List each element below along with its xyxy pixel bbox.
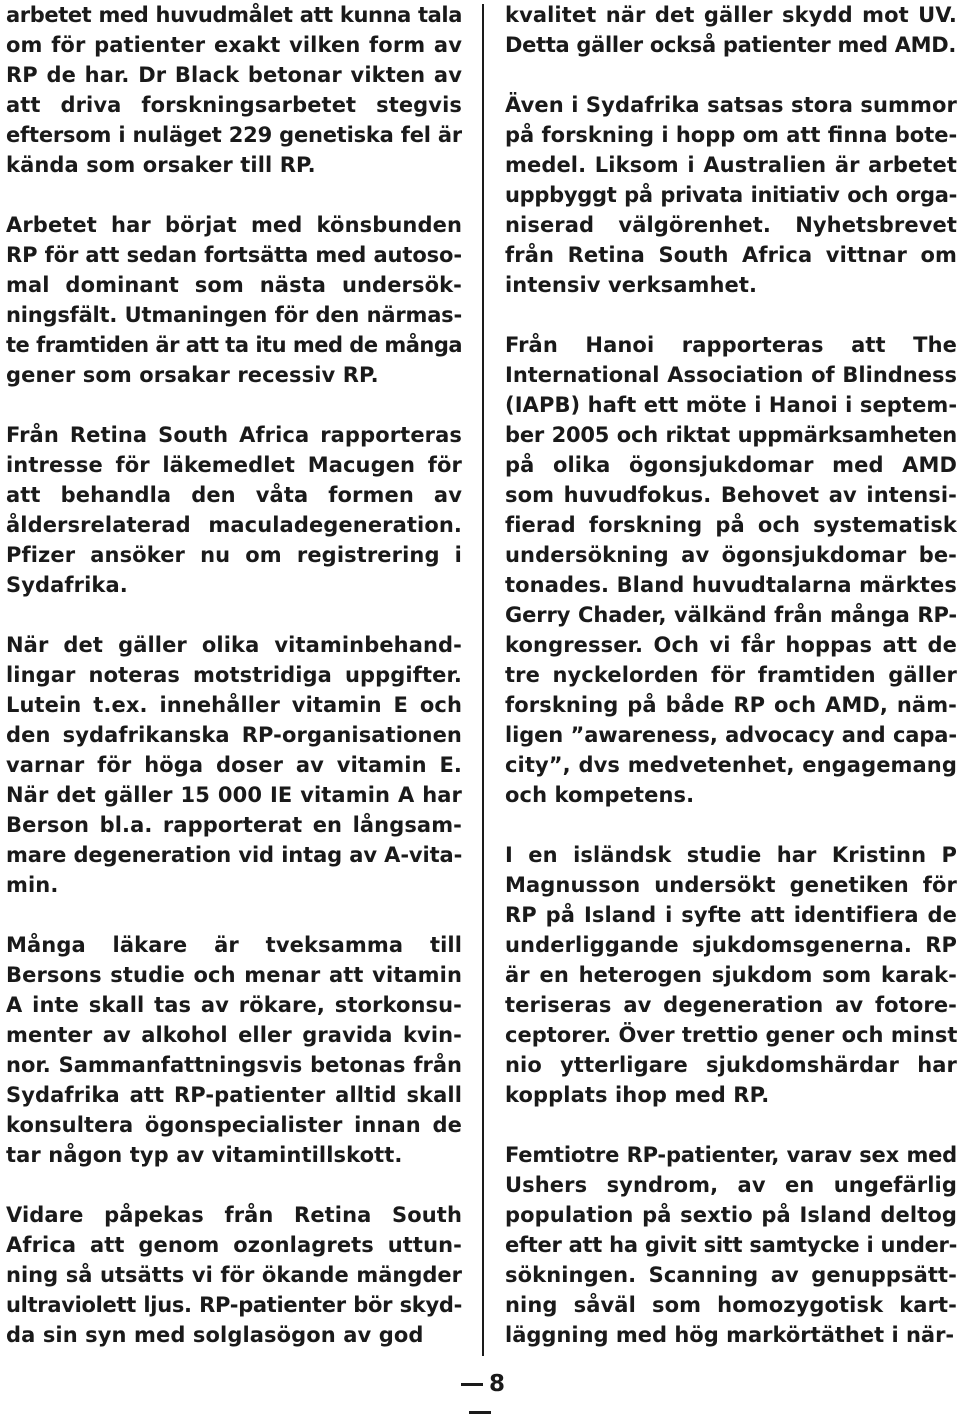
text-line: kvalitet när det gäller skydd mot UV.	[505, 3, 957, 27]
paragraph	[505, 1140, 957, 1350]
text-line: undersökning av ögonsjukdomar be-	[505, 543, 957, 567]
text-line: Femtiotre RP-patienter, varav sex med	[505, 1143, 957, 1167]
text-line: kongresser. Och vi får hoppas att de	[505, 633, 957, 657]
text-line: ber 2005 och riktat uppmärksamheten	[505, 423, 957, 447]
text-line: efter att ha givit sitt samtycke i under-	[505, 1233, 957, 1257]
text-line: ningsfält. Utmaningen för den närmas-	[6, 303, 462, 327]
text-line: Sydafrika.	[6, 573, 128, 597]
paragraph	[6, 930, 462, 1170]
paragraph-gap	[6, 600, 462, 630]
paragraph	[505, 330, 957, 810]
text-line: Många läkare är tveksamma till	[6, 933, 462, 957]
text-line: tre nyckelorden för framtiden gäller	[505, 663, 957, 687]
text-line: menter av alkohol eller gravida kvin-	[6, 1023, 462, 1047]
text-line: och kompetens.	[505, 783, 695, 807]
text-line: ligen ”awareness, advocacy and capa-	[505, 723, 957, 747]
text-line: population på sextio på Island deltog	[505, 1203, 957, 1227]
page-number-value: 8	[488, 1371, 505, 1397]
text-line: Vidare påpekas från Retina South	[6, 1203, 462, 1227]
paragraph-gap	[505, 810, 957, 840]
text-line: om för patienter exakt vilken form av	[6, 33, 462, 57]
text-line: forskning på både RP och AMD, näm-	[505, 693, 957, 717]
text-line: RP de har. Dr Black betonar vikten av	[6, 63, 462, 87]
text-line: Sydafrika att RP-patienter alltid skall	[6, 1083, 462, 1107]
paragraph	[505, 840, 957, 1110]
text-line: Berson bl.a. rapporterat en långsam-	[6, 813, 462, 837]
text-line: på forskning i hopp om att finna bote-	[505, 123, 957, 147]
text-line: International Association of Blindness	[505, 363, 957, 387]
text-line: från Retina South Africa vittnar om	[505, 243, 957, 267]
paragraph	[6, 420, 462, 600]
text-line: mal dominant som nästa undersök-	[6, 273, 462, 297]
text-line: Från Retina South Africa rapporteras	[6, 423, 462, 447]
text-line: varnar för höga doser av vitamin E.	[6, 753, 462, 777]
text-line: gener som orsakar recessiv RP.	[6, 363, 379, 387]
text-line: sökningen. Scanning av genuppsätt-	[505, 1263, 957, 1287]
left-column	[6, 0, 462, 1350]
text-line: nio ytterligare sjukdomshärdar har	[505, 1053, 957, 1077]
text-line: Även i Sydafrika satsas stora summor	[505, 93, 957, 117]
text-line: När det gäller 15 000 IE vitamin A har	[6, 783, 462, 807]
text-line: da sin syn med solglasögon av god	[6, 1323, 424, 1347]
text-line: Africa att genom ozonlagrets uttun-	[6, 1233, 462, 1257]
text-line: När det gäller olika vitaminbehand-	[6, 633, 462, 657]
text-line: niserad välgörenhet. Nyhetsbrevet	[505, 213, 957, 237]
page-number-left-dash	[461, 1383, 483, 1386]
paragraph	[505, 0, 957, 60]
text-line: underliggande sjukdomsgenerna. RP	[505, 933, 957, 957]
text-line: I en isländsk studie har Kristinn P	[505, 843, 957, 867]
text-line: Magnusson undersökt genetiken för	[505, 873, 957, 897]
text-line: kända som orsaker till RP.	[6, 153, 316, 177]
paragraph	[6, 210, 462, 390]
column-divider	[482, 4, 484, 1356]
text-line: konsultera ögonspecialister innan de	[6, 1113, 462, 1137]
text-line: Gerry Chader, välkänd från många RP-	[505, 603, 957, 627]
text-line: Detta gäller också patienter med AMD.	[505, 33, 957, 57]
text-line: är en heterogen sjukdom som karak-	[505, 963, 957, 987]
text-line: city”, dvs medvetenhet, engagemang	[505, 753, 957, 777]
text-line: teriseras av degeneration av fotore-	[505, 993, 957, 1017]
text-line: ultraviolett ljus. RP-patienter bör skyd-	[6, 1293, 462, 1317]
text-line: mare degeneration vid intag av A-vita-	[6, 843, 462, 867]
text-line: fierad forskning på och systematisk	[505, 513, 957, 537]
text-line: på olika ögonsjukdomar med AMD	[505, 453, 957, 477]
text-line: intresse för läkemedlet Macugen för	[6, 453, 462, 477]
text-line: te framtiden är att ta itu med de många	[6, 333, 462, 357]
text-line: ning såväl som homozygotisk kart-	[505, 1293, 957, 1317]
text-line: tar någon typ av vitamintillskott.	[6, 1143, 403, 1167]
paragraph-gap	[6, 180, 462, 210]
right-column	[505, 0, 957, 1350]
text-line: RP på Island i syfte att identifiera de	[505, 903, 957, 927]
text-line: RP för att sedan fortsätta med autoso-	[6, 243, 462, 267]
text-line: ceptorer. Över trettio gener och minst	[505, 1023, 957, 1047]
text-line: ning så utsätts vi för ökande mängder	[6, 1263, 462, 1287]
paragraph-gap	[505, 1110, 957, 1140]
text-line: läggning med hög markörtäthet i när-	[505, 1323, 955, 1347]
text-line: tonades. Bland huvudtalarna märktes	[505, 573, 957, 597]
page-number-right-dash	[469, 1411, 491, 1414]
text-line: åldersrelaterad maculadegeneration.	[6, 513, 462, 537]
text-line: uppbyggt på privata initiativ och orga-	[505, 183, 957, 207]
paragraph	[6, 630, 462, 900]
paragraph-gap	[505, 300, 957, 330]
paragraph-gap	[6, 390, 462, 420]
text-line: den sydafrikanska RP-organisationen	[6, 723, 462, 747]
text-line: lingar noteras motstridiga uppgifter.	[6, 663, 462, 687]
text-line: att driva forskningsarbetet stegvis	[6, 93, 462, 117]
text-line: kopplats ihop med RP.	[505, 1083, 770, 1107]
text-line: (IAPB) haft ett möte i Hanoi i septem-	[505, 393, 957, 417]
text-line: min.	[6, 873, 59, 897]
text-line: att behandla den våta formen av	[6, 483, 462, 507]
text-line: Pfizer ansöker nu om registrering i	[6, 543, 462, 567]
text-line: Arbetet har börjat med könsbunden	[6, 213, 462, 237]
paragraph-gap	[505, 60, 957, 90]
text-line: som huvudfokus. Behovet av intensi-	[505, 483, 957, 507]
paragraph	[505, 90, 957, 300]
text-line: eftersom i nuläget 229 genetiska fel är	[6, 123, 462, 147]
text-line: nor. Sammanfattningsvis betonas från	[6, 1053, 462, 1077]
text-line: Lutein t.ex. innehåller vitamin E och	[6, 693, 462, 717]
text-line: A inte skall tas av rökare, storkonsu-	[6, 993, 462, 1017]
text-line: Bersons studie och menar att vitamin	[6, 963, 462, 987]
text-line: intensiv verksamhet.	[505, 273, 758, 297]
paragraph	[6, 0, 462, 180]
paragraph	[6, 1200, 462, 1350]
text-line: Från Hanoi rapporteras att The	[505, 333, 957, 357]
text-line: arbetet med huvudmålet att kunna tala	[6, 3, 462, 27]
text-line: medel. Liksom i Australien är arbetet	[505, 153, 957, 177]
paragraph-gap	[6, 900, 462, 930]
text-line: Ushers syndrom, av en ungefärlig	[505, 1173, 957, 1197]
paragraph-gap	[6, 1170, 462, 1200]
